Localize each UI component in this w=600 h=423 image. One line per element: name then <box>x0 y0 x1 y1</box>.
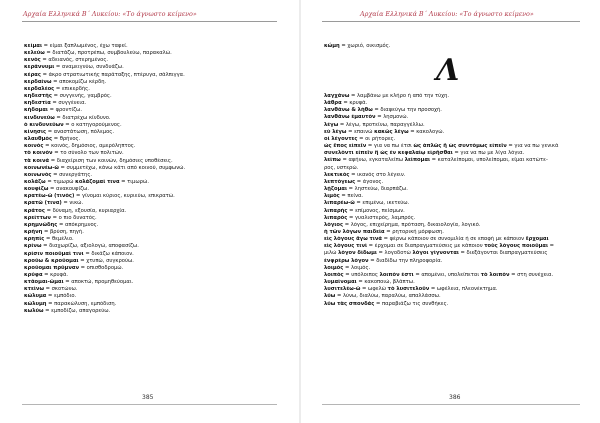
entry-definition: = ικανός στο λέγειν. <box>349 171 406 178</box>
entry-term: τὸ κοινόν <box>24 150 53 157</box>
entry-term: τὸ λυσιτελοῦν <box>387 286 430 293</box>
entry-definition: = γυαλιστερός, λαμπρός. <box>347 214 416 221</box>
entry-term: κίνησις <box>24 128 47 135</box>
glossary-entry <box>324 143 589 150</box>
entry-term: λοιπόν ἐστι <box>379 271 414 278</box>
entry-definition: = γίνομαι κύριος, κυριεύω, επικρατώ. <box>74 193 175 200</box>
entry-term: ἔρχομαι <box>525 236 549 243</box>
entry-term: κρατῶ (τινα) <box>24 200 62 207</box>
entry-term: οἱ λέγοντες <box>324 135 358 142</box>
entry-definition: = σκοτώνω. <box>43 286 78 293</box>
entry-definition: = κρυφά. <box>42 272 69 278</box>
glossary-entry <box>24 72 289 79</box>
glossary-entry <box>24 215 289 222</box>
entry-definition: = εμπόδιο. <box>46 293 77 300</box>
page-number: 386 <box>449 394 461 401</box>
entry-term: λείπω <box>324 157 341 164</box>
entry-term: κτάομαι-ῶμαι <box>24 279 64 286</box>
glossary-entry <box>324 286 589 293</box>
glossary-entry <box>324 272 589 279</box>
glossary-entry <box>24 279 289 286</box>
entry-definition: = κακολογώ. <box>408 128 445 135</box>
glossary-entry <box>24 50 289 57</box>
glossary-entry <box>24 100 289 107</box>
glossary-entry <box>324 186 589 193</box>
glossary-entry <box>24 308 289 315</box>
entry-definition: = συγγένεια. <box>50 100 87 107</box>
entry-term: τὰ κοινά <box>24 157 50 164</box>
entry-definition: = θεμέλιο. <box>44 236 74 243</box>
glossary-entry <box>24 136 289 143</box>
glossary-entry <box>324 172 589 179</box>
entry-definition: = λοιμός. <box>343 264 371 271</box>
page-header: Αρχαία Ελληνικά Β΄ Λυκείου: «Το άγνωστο κείμενο» <box>360 10 534 18</box>
entry-term: κωλύω <box>24 307 44 314</box>
entry-term: εὖ λέγω <box>324 128 347 135</box>
entry-definition: = αναστάτωση, πόλεμος. <box>46 128 114 135</box>
glossary-entry <box>24 236 289 243</box>
entry-term: λυσιτελέω-ῶ <box>324 286 361 293</box>
entry-definition: = διεξάγονται διαπραγματεύσεις <box>458 250 548 257</box>
entry-definition: = διαφεύγω την προσοχή. <box>372 107 442 114</box>
entry-term: κρήνη <box>24 229 43 236</box>
entry-term: κρημνώδης <box>24 221 58 228</box>
entry-definition: = συμμετέχω, κάνω κάτι από κοινού, συμφωνώ. <box>58 164 186 171</box>
entry-definition: = φέρνω κάποιον σε συνομιλία ή σε επαφή με κάποιον <box>381 236 526 243</box>
entry-term: τὸ λοιπόν <box>480 271 510 278</box>
entry-definition: = οπισθοδρομώ. <box>79 264 124 271</box>
glossary-entry <box>324 279 589 286</box>
entry-term: κολάζω <box>24 178 46 185</box>
page-number: 385 <box>142 394 154 401</box>
entry-definition: = λησμονώ. <box>375 114 409 121</box>
glossary-entry <box>24 122 289 129</box>
entry-term: λόγοι γίγνονται <box>412 250 459 257</box>
glossary-entry <box>24 258 289 265</box>
entry-definition: = επικερδής. <box>54 85 90 92</box>
entry-definition: = απόκρημνος. <box>57 221 99 228</box>
entry-term: λιμός <box>324 193 340 200</box>
entry-definition: = λύνω, διαλύω, παραλύω, απαλλάσσω. <box>335 293 441 300</box>
entry-term: λοιπός <box>324 271 344 278</box>
glossary-entry <box>324 250 589 257</box>
glossary-list <box>24 43 289 315</box>
entry-term: λανθάνω & λήθω <box>324 107 373 114</box>
entry-term: κουφίζω <box>24 186 49 193</box>
entry-definition: = παρακώλυση, εμπόδιση. <box>46 300 117 307</box>
entry-term: συνελόντι εἰπεῖν ἢ ὡς ἐν κεφαλαίῳ εἰρῆσθαι <box>324 150 453 157</box>
entry-term: κώλυμα <box>24 293 47 300</box>
entry-definition: = αδειανός, στερημένος. <box>40 57 109 64</box>
glossary-entry <box>24 208 289 215</box>
entry-term: κρούω & κρούομαι <box>24 257 79 264</box>
footer-rule <box>22 404 277 405</box>
entry-term: κρύφα <box>24 272 43 278</box>
entry-definition: = υπόλοιπος <box>343 271 380 278</box>
entry-term: λεκτικός <box>324 171 350 178</box>
entry-term: κηδεστία <box>24 100 51 107</box>
glossary-entry <box>324 114 589 121</box>
entry-term: κρηπίς <box>24 236 45 243</box>
entry-term: κηδεστής <box>24 93 52 100</box>
glossary-entry <box>324 157 589 164</box>
glossary-entry <box>24 265 289 272</box>
entry-definition: = κοινός, δημόσιος, αμερόληπτος. <box>43 143 136 150</box>
entry-term: λύω <box>324 293 336 300</box>
footer-rule <box>322 404 580 405</box>
header-rule <box>322 21 580 22</box>
entry-definition: = λέγω, προτείνω, παραγγέλλω. <box>338 121 425 128</box>
entry-term: κρούομαι πρύμναν <box>24 264 80 271</box>
entry-term: κλαυθμός <box>24 136 53 143</box>
entry-term: κτείνω <box>24 286 44 293</box>
entry-term: ὡς ἔπος εἰπεῖν <box>324 143 367 150</box>
entry-definition: = χτυπώ, συγκρούω. <box>78 257 134 264</box>
glossary-entry <box>324 236 589 243</box>
entry-definition: = επαινώ <box>346 128 375 135</box>
entry-definition: = συνεργάτης. <box>51 171 93 178</box>
entry-term: λιπαρής <box>324 207 348 214</box>
entry-definition: = ο κατηγορούμενος. <box>63 121 122 128</box>
glossary-entry <box>324 222 589 229</box>
glossary-entry <box>24 64 289 71</box>
entry-term: εἰς λόγους ἄγω τινά <box>324 236 382 243</box>
glossary-entry <box>324 258 589 265</box>
entry-definition: = λόγος, επιχείρημα, πρόταση, δικαιολογία, λογικό. <box>343 221 481 228</box>
entry-definition: = <box>548 243 554 250</box>
entry-term: λέγω <box>324 121 339 128</box>
glossary-entry <box>24 243 289 250</box>
glossary-entry <box>324 129 589 136</box>
glossary-entry <box>24 286 289 293</box>
glossary-entry <box>24 293 289 300</box>
entry-definition: = για να πω με λίγα λόγια. <box>452 150 525 157</box>
page-header: Αρχαία Ελληνικά Β΄ Λυκείου: «Το άγνωστο κείμενο» <box>23 10 197 18</box>
entry-definition: = ο πιο δυνατός. <box>50 214 97 221</box>
entry-definition: = αποκομίζω κέρδη. <box>51 78 107 85</box>
entry-definition: = καταλείπομαι, υπολείπομαι, είμαι κατώτε- <box>430 157 548 164</box>
entry-definition: = συγγενής, γαμβρός. <box>51 93 112 100</box>
glossary-entry <box>24 129 289 136</box>
entry-definition: = χωριό, οικισμός. <box>339 43 391 49</box>
entry-term: κρατέω-ῶ (τινός) <box>24 193 75 200</box>
glossary-entry <box>24 301 289 308</box>
glossary-entry <box>24 115 289 122</box>
glossary-entry <box>324 193 589 200</box>
glossary-entry <box>324 301 589 308</box>
entry-definition: = ανακουφίζω. <box>48 186 90 193</box>
entry-term: κρίνω <box>24 243 42 250</box>
entry-definition: = διαχείριση των κοινών, δημόσιες υποθέσεις. <box>49 157 173 164</box>
entry-definition: = ληστεύω, διαρπάζω. <box>347 186 408 193</box>
entry-term: λῄζομαι <box>324 186 348 193</box>
entry-definition: = επίμονος, πείσμων. <box>347 207 405 214</box>
glossary-entry <box>324 43 390 50</box>
glossary-entry <box>324 150 589 157</box>
glossary-entry <box>24 93 289 100</box>
entry-definition: = παραβιάζω τις συνθήκες. <box>374 300 449 307</box>
entry-definition: = διαχωρίζω, αξιολογώ, αποφασίζω. <box>41 243 139 250</box>
entry-term: κεράννυμι <box>24 64 55 71</box>
entry-definition: = άκρο στρατιωτικής παράταξης, πτέρυγα, σάλπιγγα. <box>40 71 185 78</box>
entry-term: κώλυμη <box>24 300 47 307</box>
entry-definition: = αποκτώ, προμηθεύομαι. <box>63 279 134 286</box>
entry-term: λείπομαι <box>404 157 431 164</box>
entry-definition: = ωφελώ <box>360 286 388 293</box>
entry-definition: = για να πω έτσι <box>366 143 414 150</box>
glossary-entry <box>24 193 289 200</box>
glossary-entry <box>24 150 289 157</box>
section-letter: Λ <box>436 53 460 88</box>
entry-term: ὡς ἁπλῶς ἢ ὡς συντόμως εἰπεῖν <box>413 143 507 150</box>
entry-definition: = νικώ. <box>61 200 84 207</box>
glossary-entry <box>24 229 289 236</box>
glossary-entry <box>324 208 589 215</box>
entry-term: κοινωνέω-ῶ <box>24 164 59 171</box>
entry-definition: = το σύνολο των πολιτών. <box>52 150 124 157</box>
entry-definition: = δικάζω κάποιον. <box>83 250 134 257</box>
entry-definition: = αναμειγνύω, συνδυάζω. <box>54 64 124 71</box>
entry-term: λόγον δίδωμι <box>338 250 377 257</box>
entry-term: κερδαίνω <box>24 78 52 85</box>
entry-term: λάθρα <box>324 100 342 107</box>
entry-term: κράτος <box>24 207 45 214</box>
glossary-entry <box>324 215 589 222</box>
entry-term: ἐνφρέρω λόγον <box>324 257 369 264</box>
glossary-entry <box>24 172 289 179</box>
entry-term: λαγχάνω <box>324 93 350 99</box>
glossary-entry <box>324 229 589 236</box>
entry-term: λεπτόγεως <box>324 178 356 185</box>
entry-definition: = τιμωρώ. <box>119 178 149 185</box>
glossary-entry <box>24 200 289 207</box>
entry-term: κοινωνός <box>24 171 52 178</box>
entry-term: τοὺς λόγους ποιοῦμαι <box>484 243 548 250</box>
glossary-entry <box>324 179 589 186</box>
glossary-entry <box>24 222 289 229</box>
entry-definition: = ωφέλεια, πλεονέκτημα. <box>429 286 498 293</box>
entry-term: κρείττων <box>24 214 51 221</box>
entry-term: κολάζομαί τινα <box>75 178 120 185</box>
entry-definition: = θρήνος. <box>52 136 81 143</box>
entry-definition: = λαμβάνω με κλήρο ή από την τύχη. <box>349 93 450 99</box>
entry-definition: = λογοδοτώ <box>376 250 413 257</box>
glossary-list <box>324 93 589 308</box>
glossary-entry <box>24 251 289 258</box>
entry-term: λύω τὰς σπονδάς <box>324 300 375 307</box>
entry-definition: μιλώ <box>324 250 339 257</box>
entry-definition: = άγονος. <box>355 178 384 185</box>
entry-term: εἰς λόγους τινί <box>324 243 368 250</box>
entry-definition: = είμαι ξαπλωμένος, έχω ταφεί. <box>42 43 128 49</box>
right-page <box>300 0 600 423</box>
entry-definition: = επιμένω, ικετεύω. <box>354 200 410 207</box>
glossary-entry <box>324 107 589 114</box>
glossary-entry <box>24 186 289 193</box>
entry-term: λόγιος <box>324 221 344 228</box>
entry-term: λιπαρέω-ῶ <box>324 200 355 207</box>
entry-definition: = διατρέχω κίνδυνο. <box>54 114 111 121</box>
glossary-entry <box>324 93 589 100</box>
entry-definition: = ρητορική μόρφωση. <box>384 228 444 235</box>
entry-term: λυμαίνομαι <box>324 279 357 286</box>
glossary-entry <box>24 107 289 114</box>
glossary-entry <box>324 165 589 172</box>
entry-term: λανθάνω ἐμαυτόν <box>324 114 376 121</box>
entry-term: κοινός <box>24 143 44 150</box>
entry-term: κώμη <box>324 43 340 49</box>
glossary-entry <box>324 293 589 300</box>
entry-term: ἡ τῶν λόγων παιδεία <box>324 228 385 235</box>
entry-definition: = εμποδίζω, απαγορεύω. <box>43 307 111 314</box>
entry-definition: = κακοποιώ, βλάπτω. <box>356 279 415 286</box>
entry-definition: = αφήνω, εγκαταλείπω <box>340 157 405 164</box>
entry-term: κινδυνεύω <box>24 114 55 121</box>
glossary-entry <box>24 179 289 186</box>
glossary-entry <box>324 122 589 129</box>
glossary-entry <box>324 265 589 272</box>
entry-term: λιπαρός <box>324 214 348 221</box>
entry-term: κερδαλέος <box>24 85 55 92</box>
entry-term: κήδομαι <box>24 107 48 114</box>
entry-definition: = βρύση, πηγή. <box>42 229 84 236</box>
entry-term: κέρας <box>24 71 41 78</box>
glossary-entry <box>24 143 289 150</box>
glossary-entry <box>24 57 289 64</box>
entry-definition: = στη συνέχεια. <box>509 271 554 278</box>
entry-term: κείμαι <box>24 43 42 49</box>
entry-definition: = διαδίδω την πληροφορία. <box>368 257 443 264</box>
glossary-entry <box>324 243 589 250</box>
entry-definition: = φροντίζω. <box>47 107 83 114</box>
glossary-entry <box>24 272 289 279</box>
entry-term: κρίσιν ποιοῦμαί τινι <box>24 250 84 257</box>
header-rule <box>22 21 277 22</box>
entry-definition: = οι ρήτορες. <box>357 135 396 142</box>
entry-definition: = έρχομαι σε διαπραγματεύσεις με κάποιον <box>367 243 485 250</box>
entry-term: λοιμός <box>324 264 344 271</box>
entry-term: κενός <box>24 57 41 64</box>
glossary-entry <box>24 43 289 50</box>
entry-term: κακῶς λέγω <box>374 128 409 135</box>
glossary-entry <box>24 86 289 93</box>
entry-definition: = διατάζω, προτρέπω, συμβουλεύω, παρακαλώ. <box>44 50 172 57</box>
entry-definition: = τιμωρώ <box>45 178 76 185</box>
entry-definition: = για να πω γενικά <box>506 143 559 150</box>
glossary-entry <box>324 200 589 207</box>
entry-definition: = κρυφά. <box>341 100 368 107</box>
glossary-entry <box>24 79 289 86</box>
glossary-entry <box>324 100 589 107</box>
entry-definition: ρος, υστερώ. <box>324 164 359 171</box>
entry-term: κελεύω <box>24 50 45 57</box>
glossary-entry <box>324 136 589 143</box>
entry-definition: = απομένει, υπολείπεται <box>413 271 481 278</box>
glossary-entry <box>24 165 289 172</box>
glossary-entry <box>24 158 289 165</box>
entry-term: ὁ κινδυνεύων <box>24 121 64 128</box>
entry-definition: = πείνα. <box>339 193 364 200</box>
entry-definition: = δύναμη, εξουσία, κυριαρχία. <box>44 207 127 214</box>
